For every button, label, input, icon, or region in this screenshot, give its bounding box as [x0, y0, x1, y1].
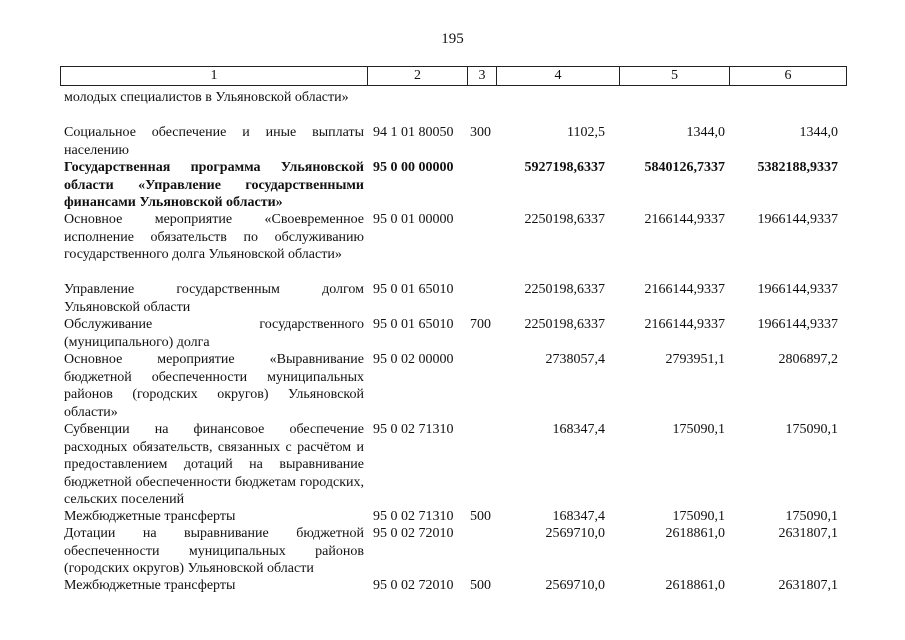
row-value-1: 2569710,0 — [545, 578, 605, 593]
row-type: 300 — [470, 125, 491, 140]
row-name: Межбюджетные трансферты — [64, 578, 236, 593]
row-value-2: 2793951,1 — [665, 352, 725, 367]
page-number: 195 — [441, 31, 464, 47]
row-name: Межбюджетные трансферты — [64, 509, 236, 524]
row-code: 95 0 02 00000 — [373, 352, 454, 367]
table-header — [60, 66, 847, 86]
row-value-3: 5382188,9337 — [757, 160, 838, 175]
row-type: 500 — [470, 509, 491, 524]
row-value-1: 2250198,6337 — [524, 282, 605, 297]
row-value-3: 2806897,2 — [778, 352, 838, 367]
row-value-2: 175090,1 — [672, 509, 725, 524]
row-value-2: 175090,1 — [672, 422, 725, 437]
row-value-3: 2631807,1 — [778, 578, 838, 593]
row-name: молодых специалистов в Ульяновской области» — [64, 90, 349, 105]
row-value-1: 1102,5 — [567, 125, 605, 140]
row-name: Субвенции на финансовое обеспечение расходных обязательств, связанных с расчётом и предоставлением дотаций на выравнивание бюджетной обеспеченности бюджетам городских, сельских поселений — [64, 422, 364, 507]
row-value-1: 2250198,6337 — [524, 212, 605, 227]
row-value-3: 1966144,9337 — [757, 282, 838, 297]
row-type: 500 — [470, 578, 491, 593]
row-value-2: 2166144,9337 — [644, 282, 725, 297]
row-value-1: 5927198,6337 — [524, 160, 605, 175]
row-value-1: 168347,4 — [552, 422, 605, 437]
header-col-5: 5 — [620, 67, 730, 85]
row-code: 95 0 01 65010 — [373, 317, 454, 332]
row-value-2: 1344,0 — [686, 125, 725, 140]
row-value-2: 5840126,7337 — [644, 160, 725, 175]
row-code: 94 1 01 80050 — [373, 125, 454, 140]
row-value-1: 2250198,6337 — [524, 317, 605, 332]
row-value-1: 2569710,0 — [545, 526, 605, 541]
row-value-3: 1344,0 — [799, 125, 838, 140]
row-value-3: 2631807,1 — [778, 526, 838, 541]
row-code: 95 0 02 71310 — [373, 422, 454, 437]
row-code: 95 0 01 00000 — [373, 212, 454, 227]
header-col-3: 3 — [468, 67, 497, 85]
row-name: Основное мероприятие «Своевременное исполнение обязательств по обслуживанию государственного долга Ульяновской области» — [64, 212, 364, 262]
row-code: 95 0 02 72010 — [373, 526, 454, 541]
row-name: Обслуживание государственного (муниципального) долга — [64, 317, 364, 350]
row-name: Управление государственным долгом Ульяновской области — [64, 282, 364, 315]
row-value-1: 2738057,4 — [545, 352, 605, 367]
row-code: 95 0 00 00000 — [373, 160, 454, 175]
row-value-1: 168347,4 — [552, 509, 605, 524]
header-col-6: 6 — [784, 68, 792, 83]
row-code: 95 0 02 72010 — [373, 578, 454, 593]
row-name: Дотации на выравнивание бюджетной обеспеченности муниципальных районов (городских округов) Ульяновской области — [64, 526, 364, 576]
row-value-2: 2166144,9337 — [644, 212, 725, 227]
row-name: Основное мероприятие «Выравнивание бюджетной обеспеченности муниципальных районов (городских округов) Ульяновской области» — [64, 352, 364, 420]
row-name: Государственная программа Ульяновской области «Управление государственными финансами Ульяновской области» — [64, 160, 364, 210]
header-col-4: 4 — [497, 67, 620, 85]
row-value-2: 2618861,0 — [665, 578, 725, 593]
row-type: 700 — [470, 317, 491, 332]
header-col-2: 2 — [368, 67, 468, 85]
row-value-3: 175090,1 — [785, 509, 838, 524]
row-code: 95 0 02 71310 — [373, 509, 454, 524]
row-value-2: 2166144,9337 — [644, 317, 725, 332]
header-col-1: 1 — [61, 67, 368, 85]
row-value-3: 175090,1 — [785, 422, 838, 437]
row-value-2: 2618861,0 — [665, 526, 725, 541]
row-value-3: 1966144,9337 — [757, 212, 838, 227]
row-value-3: 1966144,9337 — [757, 317, 838, 332]
row-name: Социальное обеспечение и иные выплаты населению — [64, 125, 364, 158]
row-code: 95 0 01 65010 — [373, 282, 454, 297]
